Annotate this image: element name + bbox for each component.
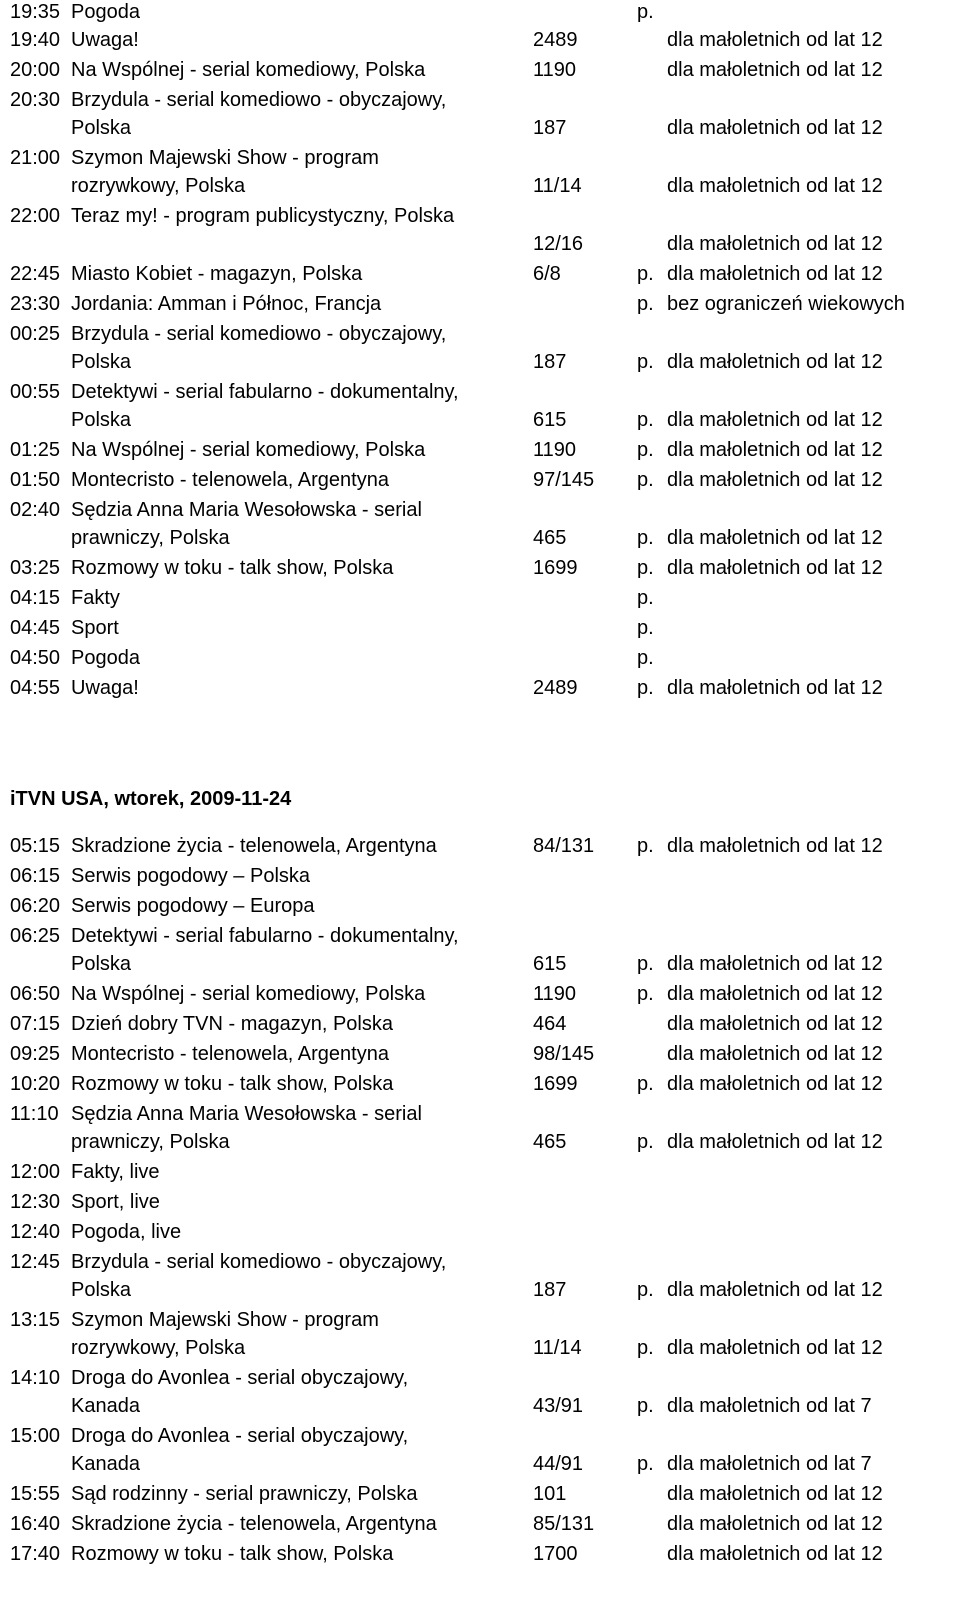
episode-number: 85/131: [533, 1513, 595, 1535]
program-title-continued: prawniczy, Polska: [71, 1131, 230, 1153]
age-rating: dla małoletnich od lat 12: [667, 835, 883, 857]
program-title: Rozmowy w toku - talk show, Polska: [71, 1543, 394, 1565]
age-rating: dla małoletnich od lat 12: [667, 677, 883, 699]
program-title: Rozmowy w toku - talk show, Polska: [71, 1073, 394, 1095]
episode-number: 12/16: [533, 233, 584, 255]
time: 02:40: [10, 499, 61, 521]
program-title: Sędzia Anna Maria Wesołowska - serial: [71, 499, 422, 521]
program-title-continued: Polska: [71, 351, 132, 373]
age-rating: dla małoletnich od lat 12: [667, 983, 883, 1005]
age-rating: dla małoletnich od lat 12: [667, 29, 883, 51]
age-rating: dla małoletnich od lat 12: [667, 439, 883, 461]
episode-number: 1699: [533, 557, 578, 579]
episode-number: 1699: [533, 1073, 578, 1095]
program-title: Detektywi - serial fabularno - dokumentalny,: [71, 381, 459, 403]
episode-number: 97/145: [533, 469, 595, 491]
episode-number: 2489: [533, 677, 578, 699]
time: 06:25: [10, 925, 61, 947]
time: 19:40: [10, 29, 61, 51]
premiere-marker: p.: [637, 953, 654, 975]
program-title: Jordania: Amman i Północ, Francja: [71, 293, 382, 315]
program-title: Montecristo - telenowela, Argentyna: [71, 469, 389, 491]
program-title: Pogoda: [71, 1, 140, 23]
premiere-marker: p.: [637, 409, 654, 431]
episode-number: 615: [533, 409, 567, 431]
age-rating: dla małoletnich od lat 12: [667, 1543, 883, 1565]
age-rating: dla małoletnich od lat 12: [667, 1043, 883, 1065]
time: 00:25: [10, 323, 61, 345]
program-title: Uwaga!: [71, 29, 139, 51]
premiere-marker: p.: [637, 1073, 654, 1095]
program-title: Sport: [71, 617, 119, 639]
premiere-marker: p.: [637, 587, 654, 609]
program-title-continued: Kanada: [71, 1453, 140, 1475]
time: 19:35: [10, 1, 61, 23]
episode-number: 44/91: [533, 1453, 584, 1475]
premiere-marker: p.: [637, 263, 654, 285]
time: 06:15: [10, 865, 61, 887]
premiere-marker: p.: [637, 557, 654, 579]
age-rating: dla małoletnich od lat 12: [667, 351, 883, 373]
time: 13:15: [10, 1309, 61, 1331]
age-rating: dla małoletnich od lat 12: [667, 1337, 883, 1359]
program-title-continued: prawniczy, Polska: [71, 527, 230, 549]
time: 16:40: [10, 1513, 61, 1535]
age-rating: dla małoletnich od lat 12: [667, 1013, 883, 1035]
premiere-marker: p.: [637, 835, 654, 857]
time: 23:30: [10, 293, 61, 315]
premiere-marker: p.: [637, 469, 654, 491]
premiere-marker: p.: [637, 647, 654, 669]
program-title: Brzydula - serial komediowo - obyczajowy,: [71, 89, 447, 111]
program-title-continued: Polska: [71, 409, 132, 431]
age-rating: dla małoletnich od lat 7: [667, 1395, 872, 1417]
premiere-marker: p.: [637, 617, 654, 639]
time: 15:55: [10, 1483, 61, 1505]
time: 12:45: [10, 1251, 61, 1273]
age-rating: dla małoletnich od lat 12: [667, 1073, 883, 1095]
program-title: Szymon Majewski Show - program: [71, 1309, 379, 1331]
program-title: Droga do Avonlea - serial obyczajowy,: [71, 1425, 409, 1447]
age-rating: dla małoletnich od lat 12: [667, 59, 883, 81]
time: 17:40: [10, 1543, 61, 1565]
episode-number: 187: [533, 351, 567, 373]
program-title-continued: Polska: [71, 953, 132, 975]
program-title: Serwis pogodowy – Europa: [71, 895, 315, 917]
time: 22:45: [10, 263, 61, 285]
episode-number: 187: [533, 1279, 567, 1301]
episode-number: 1190: [533, 59, 577, 81]
program-title-continued: Kanada: [71, 1395, 140, 1417]
time: 21:00: [10, 147, 61, 169]
time: 01:25: [10, 439, 61, 461]
age-rating: bez ograniczeń wiekowych: [667, 293, 905, 315]
age-rating: dla małoletnich od lat 12: [667, 233, 883, 255]
episode-number: 84/131: [533, 835, 595, 857]
premiere-marker: p.: [637, 1279, 654, 1301]
episode-number: 1700: [533, 1543, 578, 1565]
age-rating: dla małoletnich od lat 12: [667, 117, 883, 139]
time: 07:15: [10, 1013, 61, 1035]
program-title: Serwis pogodowy – Polska: [71, 865, 311, 887]
episode-number: 187: [533, 117, 567, 139]
program-title: Fakty, live: [71, 1161, 160, 1183]
episode-number: 11/14: [533, 175, 582, 197]
program-title: Sąd rodzinny - serial prawniczy, Polska: [71, 1483, 418, 1505]
program-title: Szymon Majewski Show - program: [71, 147, 379, 169]
age-rating: dla małoletnich od lat 12: [667, 557, 883, 579]
age-rating: dla małoletnich od lat 12: [667, 1131, 883, 1153]
time: 10:20: [10, 1073, 61, 1095]
time: 04:15: [10, 587, 61, 609]
program-title: Dzień dobry TVN - magazyn, Polska: [71, 1013, 393, 1035]
channel-date-header: iTVN USA, wtorek, 2009-11-24: [10, 788, 292, 810]
program-title: Na Wspólnej - serial komediowy, Polska: [71, 439, 426, 461]
time: 20:00: [10, 59, 61, 81]
time: 12:00: [10, 1161, 61, 1183]
episode-number: 11/14: [533, 1337, 582, 1359]
age-rating: dla małoletnich od lat 12: [667, 1513, 883, 1535]
premiere-marker: p.: [637, 351, 654, 373]
episode-number: 98/145: [533, 1043, 595, 1065]
age-rating: dla małoletnich od lat 12: [667, 469, 883, 491]
episode-number: 6/8: [533, 263, 561, 285]
age-rating: dla małoletnich od lat 12: [667, 175, 883, 197]
episode-number: 1190: [533, 439, 577, 461]
program-title: Montecristo - telenowela, Argentyna: [71, 1043, 389, 1065]
episode-number: 101: [533, 1483, 567, 1505]
program-title: Brzydula - serial komediowo - obyczajowy,: [71, 1251, 447, 1273]
episode-number: 2489: [533, 29, 578, 51]
time: 00:55: [10, 381, 61, 403]
time: 06:20: [10, 895, 61, 917]
time: 03:25: [10, 557, 61, 579]
program-title: Sport, live: [71, 1191, 160, 1213]
time: 06:50: [10, 983, 61, 1005]
premiere-marker: p.: [637, 439, 654, 461]
program-title-continued: rozrywkowy, Polska: [71, 175, 246, 197]
premiere-marker: p.: [637, 1453, 654, 1475]
age-rating: dla małoletnich od lat 12: [667, 1483, 883, 1505]
program-title: Uwaga!: [71, 677, 139, 699]
time: 12:40: [10, 1221, 61, 1243]
age-rating: dla małoletnich od lat 12: [667, 409, 883, 431]
program-title: Pogoda, live: [71, 1221, 182, 1243]
premiere-marker: p.: [637, 527, 654, 549]
time: 11:10: [10, 1103, 59, 1125]
premiere-marker: p.: [637, 293, 654, 315]
program-title-continued: Polska: [71, 1279, 132, 1301]
time: 04:45: [10, 617, 61, 639]
premiere-marker: p.: [637, 1, 654, 23]
age-rating: dla małoletnich od lat 7: [667, 1453, 872, 1475]
premiere-marker: p.: [637, 1337, 654, 1359]
program-title: Detektywi - serial fabularno - dokumentalny,: [71, 925, 459, 947]
program-title: Miasto Kobiet - magazyn, Polska: [71, 263, 363, 285]
time: 12:30: [10, 1191, 61, 1213]
premiere-marker: p.: [637, 1131, 654, 1153]
program-title: Skradzione życia - telenowela, Argentyna: [71, 1513, 437, 1535]
program-title: Rozmowy w toku - talk show, Polska: [71, 557, 394, 579]
program-title: Pogoda: [71, 647, 140, 669]
time: 04:50: [10, 647, 61, 669]
episode-number: 1190: [533, 983, 577, 1005]
age-rating: dla małoletnich od lat 12: [667, 953, 883, 975]
episode-number: 615: [533, 953, 567, 975]
program-title: Fakty: [71, 587, 120, 609]
age-rating: dla małoletnich od lat 12: [667, 527, 883, 549]
time: 22:00: [10, 205, 61, 227]
program-title: Sędzia Anna Maria Wesołowska - serial: [71, 1103, 422, 1125]
premiere-marker: p.: [637, 983, 654, 1005]
premiere-marker: p.: [637, 677, 654, 699]
program-title: Na Wspólnej - serial komediowy, Polska: [71, 59, 426, 81]
program-title: Brzydula - serial komediowo - obyczajowy,: [71, 323, 447, 345]
program-title: Teraz my! - program publicystyczny, Polska: [71, 205, 455, 227]
time: 09:25: [10, 1043, 61, 1065]
program-title: Droga do Avonlea - serial obyczajowy,: [71, 1367, 409, 1389]
program-title-continued: rozrywkowy, Polska: [71, 1337, 246, 1359]
time: 05:15: [10, 835, 61, 857]
age-rating: dla małoletnich od lat 12: [667, 263, 883, 285]
program-title-continued: Polska: [71, 117, 132, 139]
episode-number: 43/91: [533, 1395, 584, 1417]
program-title: Skradzione życia - telenowela, Argentyna: [71, 835, 437, 857]
episode-number: 464: [533, 1013, 567, 1035]
premiere-marker: p.: [637, 1395, 654, 1417]
time: 04:55: [10, 677, 61, 699]
episode-number: 465: [533, 527, 567, 549]
time: 20:30: [10, 89, 61, 111]
time: 15:00: [10, 1425, 61, 1447]
age-rating: dla małoletnich od lat 12: [667, 1279, 883, 1301]
episode-number: 465: [533, 1131, 567, 1153]
time: 14:10: [10, 1367, 61, 1389]
time: 01:50: [10, 469, 61, 491]
program-title: Na Wspólnej - serial komediowy, Polska: [71, 983, 426, 1005]
